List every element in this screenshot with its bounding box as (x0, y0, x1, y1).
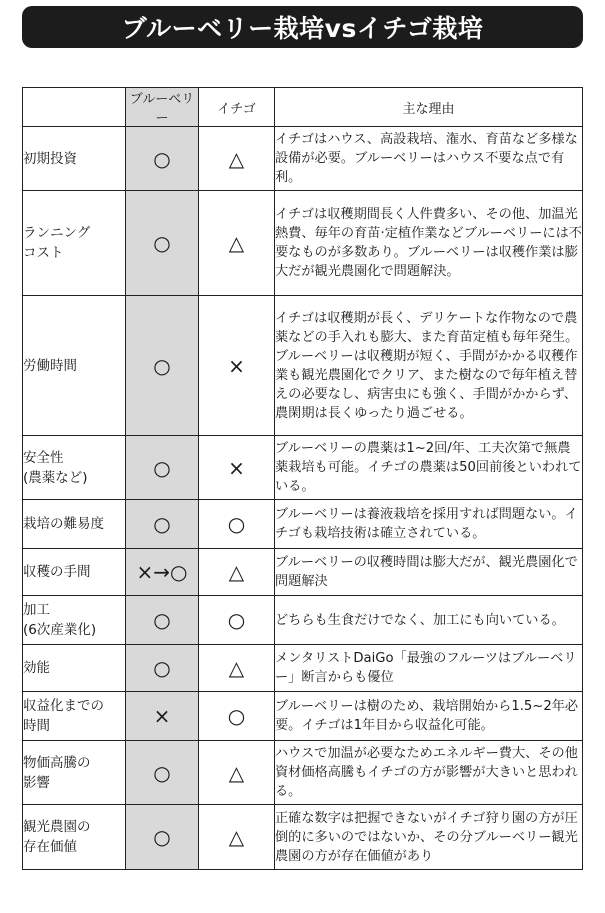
row-label-line: 労働時間 (23, 357, 77, 374)
row-label-line: 時間 (23, 718, 50, 734)
strawberry-rating: ○ (199, 692, 275, 741)
table-row (23, 596, 583, 645)
row-label (23, 805, 126, 870)
blueberry-rating: ○ (126, 596, 199, 645)
strawberry-rating: △ (199, 549, 275, 596)
row-label (23, 549, 126, 596)
blueberry-rating: ○ (126, 191, 199, 296)
strawberry-rating: △ (199, 191, 275, 296)
blueberry-rating: ○ (126, 436, 199, 500)
blueberry-rating: ○ (126, 296, 199, 436)
strawberry-rating: × (199, 436, 275, 500)
reason-text: ブルーベリーは養液栽培を採用すれば問題ない。イチゴも栽培技術は確立されている。 (275, 500, 583, 549)
table-row (23, 436, 583, 500)
row-label-line: 観光農園の (23, 819, 91, 835)
table-row (23, 805, 583, 870)
row-label-line: 物価高騰の (23, 754, 91, 771)
row-label (23, 596, 126, 645)
reason-text: メンタリストDaiGo「最強のフルーツはブルーベリー」断言からも優位 (275, 645, 583, 692)
reason-text: 正確な数字は把握できないがイチゴ狩り園の方が圧倒的に多いのではないか、その分ブルーベリー観光農園の方が存在価値があり (275, 805, 583, 870)
table-row (23, 741, 583, 805)
blueberry-rating: ×→○ (126, 549, 199, 596)
blueberry-rating: ○ (126, 741, 199, 805)
row-label (23, 436, 126, 500)
reason-text: どちらも生食だけでなく、加工にも向いている。 (275, 596, 583, 645)
strawberry-rating: △ (199, 127, 275, 191)
table-row (23, 645, 583, 692)
strawberry-rating: △ (199, 645, 275, 692)
row-label (23, 645, 126, 692)
table-row (23, 692, 583, 741)
row-label-line: 栽培の難易度 (23, 516, 104, 532)
table-row (23, 191, 583, 296)
table-row (23, 500, 583, 549)
page-title: ブルーベリー栽培vsイチゴ栽培 (22, 6, 583, 48)
header-blueberry: ブルーベリー (126, 88, 199, 127)
row-label-line: (農薬など) (23, 469, 88, 486)
table-row (23, 549, 583, 596)
blueberry-rating: ○ (126, 645, 199, 692)
blueberry-rating: ○ (126, 127, 199, 191)
strawberry-rating: △ (199, 805, 275, 870)
table-header-row (23, 88, 583, 127)
reason-text: ブルーベリーは樹のため、栽培開始から1.5~2年必要。イチゴは1年目から収益化可能。 (275, 692, 583, 741)
comparison-table (22, 87, 583, 870)
header-reason: 主な理由 (275, 88, 583, 127)
reason-text: イチゴはハウス、高設栽培、潅水、育苗など多様な設備が必要。ブルーベリーはハウス不要な点で有利。 (275, 127, 583, 191)
table-row (23, 296, 583, 436)
strawberry-rating: △ (199, 741, 275, 805)
row-label (23, 191, 126, 296)
blueberry-rating: ○ (126, 805, 199, 870)
row-label (23, 127, 126, 191)
row-label-line: 初期投資 (23, 150, 77, 167)
strawberry-rating: ○ (199, 500, 275, 549)
row-label-line: 存在価値 (23, 839, 77, 855)
reason-text: ブルーベリーの収穫時間は膨大だが、観光農園化で問題解決 (275, 549, 583, 596)
row-label-line: 影響 (23, 774, 50, 791)
row-label (23, 741, 126, 805)
row-label-line: コスト (23, 245, 64, 261)
header-item (23, 88, 126, 127)
table-row (23, 127, 583, 191)
row-label-line: 収益化までの (23, 698, 104, 714)
reason-text: イチゴは収穫期が長く、デリケートな作物なので農薬などの手入れも膨大、また育苗定植も毎年発生。ブルーベリーは収穫期が短く、手間がかかる収穫作業も観光農園化でクリア、また樹なので毎年植え替えの必要なし、病害虫にも強く、手間がかからず、農閑期は長くゆったり過ごせる。 (275, 296, 583, 436)
blueberry-rating: ○ (126, 500, 199, 549)
row-label-line: 安全性 (23, 449, 64, 466)
reason-text: イチゴは収穫期間長く人件費多い、その他、加温光熱費、毎年の育苗·定植作業などブルーベリーには不要なものが多数あり。ブルーベリーは収穫作業は膨大だが観光農園化で問題解決。 (275, 191, 583, 296)
reason-text: ハウスで加温が必要なためエネルギー費大、その他資材価格高騰もイチゴの方が影響が大きいと思われる。 (275, 741, 583, 805)
strawberry-rating: × (199, 296, 275, 436)
row-label (23, 692, 126, 741)
header-strawberry: イチゴ (199, 88, 275, 127)
reason-text: ブルーベリーの農薬は1~2回/年、工夫次第で無農薬栽培も可能。イチゴの農薬は50回前後といわれている。 (275, 436, 583, 500)
row-label-line: ランニング (23, 225, 91, 241)
row-label-line: 効能 (23, 660, 50, 676)
row-label-line: 収穫の手間 (23, 564, 91, 580)
strawberry-rating: ○ (199, 596, 275, 645)
row-label (23, 296, 126, 436)
row-label-line: 加工 (23, 602, 50, 618)
blueberry-rating: × (126, 692, 199, 741)
row-label-line: (6次産業化) (23, 622, 97, 638)
row-label (23, 500, 126, 549)
